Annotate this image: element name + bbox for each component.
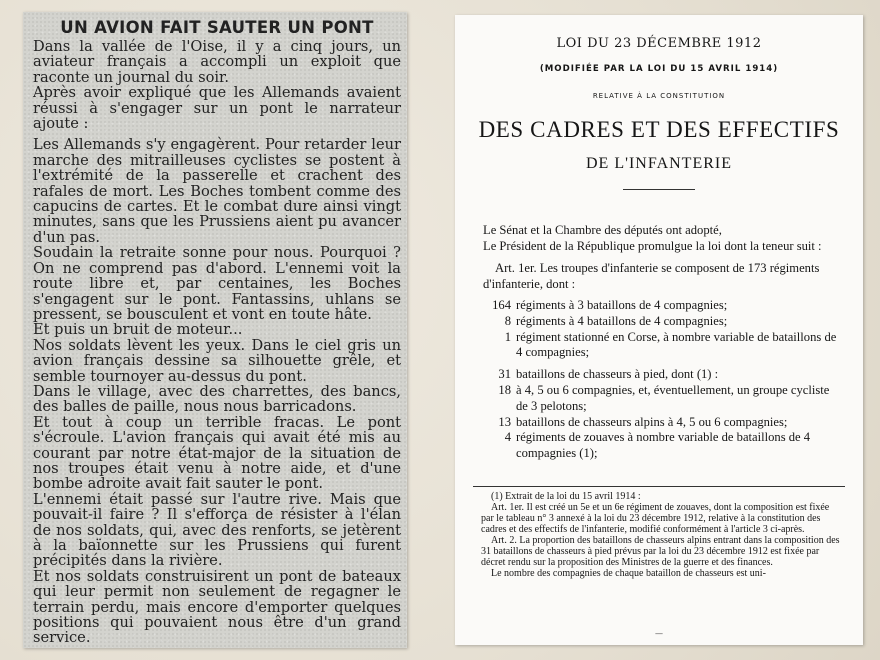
list-item (483, 330, 839, 362)
law-main-title: DES CADRES ET DES EFFECTIFS (478, 117, 840, 142)
list-item (483, 314, 839, 330)
list-item-number: 1 (504, 329, 511, 344)
title-divider (623, 189, 695, 190)
list-item-number: 18 (498, 382, 511, 397)
list-item-text: régiments à 4 bataillons de 4 compagnies; (516, 313, 728, 328)
footnote-divider (473, 486, 845, 487)
clipping-paragraph: Dans le village, avec des charrettes, des bancs, des balles de paille, nous nous barricadons. (33, 382, 401, 416)
law-footnotes (481, 491, 841, 579)
clipping-paragraph: Après avoir expliqué que les Allemands avaient réussi à s'engager sur un pont le narrateur ajoute : (33, 84, 401, 133)
article-1: Art. 1er. Les troupes d'infanterie se composent de 173 régiments d'infanterie, dont : (483, 261, 820, 291)
page-bottom-mark: — (655, 629, 663, 638)
law-subtitle: RELATIVE À LA CONSTITUTION (592, 92, 726, 100)
list-item-text: bataillons de chasseurs alpins à 4, 5 ou 6 compagnies; (516, 414, 788, 429)
list-item (483, 383, 839, 415)
list-item-text: régiment stationné en Corse, à nombre variable de bataillons de 4 compagnies; (516, 329, 837, 360)
law-main-subtitle: DE L'INFANTERIE (585, 155, 732, 172)
clipping-paragraph: L'ennemi était passé sur l'autre rive. Mais que pouvait-il faire ? Il s'efforça de résister à l'élan de nos soldats, qui, avec des renforts, se jetèrent à la baïonnette sur les Prussiens qui furent précipités dans la rivière. (33, 490, 401, 570)
footnote-line: Art. 1er. Il est créé un 5e et un 6e régiment de zouaves, dont la composition est fixée par le tableau n° 3 annexé à la loi du 23 décembre 1912, relative à la constitution des cadres et des effectifs de l'infanterie, modifié conformément à l'article 3 ci-après. (481, 502, 830, 535)
law-page (455, 15, 863, 645)
clipping-paragraph: Les Allemands s'y engagèrent. Pour retarder leur marche des mitrailleuses cyclistes se postent à l'extrémité de la passerelle et crachent des rafales de mort. Les Boches tombent comme des capucins de cartes. Et le combat dure ainsi vingt minutes, sans que les Prussiens aient pu avancer d'un pas. (33, 136, 401, 246)
list-item (483, 367, 839, 383)
footnote-line: Art. 2. La proportion des bataillons de chasseurs alpins entrant dans la composition des 31 bataillons de chasseurs à pied prévus par la loi du 23 décembre 1912 est fixée par décret rendu sur la proposition des Ministres de la guerre et des finances. (481, 535, 840, 568)
list-item-number: 4 (504, 430, 511, 445)
law-intro-adopted: Le Sénat et la Chambre des députés ont adopté, (483, 223, 722, 237)
list-item-number: 31 (498, 367, 511, 382)
list-item-number: 164 (492, 298, 511, 312)
clipping-paragraph: Dans la vallée de l'Oise, il y a cinq jours, un aviateur français a accompli un exploit que raconte un journal du soir. (33, 38, 401, 86)
clipping-paragraph: Et puis un bruit de moteur... (33, 321, 243, 339)
clipping-headline: UN AVION FAIT SAUTER UN PONT (60, 18, 374, 37)
list-item (483, 430, 839, 462)
law-intro-promulgation: Le Président de la République promulgue la loi dont la teneur suit : (483, 239, 822, 253)
list-item-number: 8 (504, 313, 511, 328)
list-item (483, 298, 839, 314)
newspaper-clipping (23, 12, 407, 648)
law-body (483, 222, 839, 462)
footnote-line: (1) Extrait de la loi du 15 avril 1914 : (491, 491, 641, 502)
list-item-text: régiments de zouaves à nombre variable de bataillons de 4 compagnies (1); (516, 430, 811, 461)
list-item (483, 415, 839, 431)
footnote-line: Le nombre des compagnies de chaque bataillon de chasseurs est uni- (491, 568, 766, 579)
clipping-paragraph: Nos soldats lèvent les yeux. Dans le ciel gris un avion français dessine sa silhouette grêle, et semble tournoyer au-dessus du pont. (33, 336, 401, 385)
clipping-paragraph: Et tout à coup un terrible fracas. Le pont s'écroule. L'avion français qui avait été mis au courant par notre état-major de la situation de nos troupes était venu à notre aide, et d'une bombe adroite avait fait sauter le pont. (33, 413, 401, 493)
list-item-number: 13 (498, 414, 511, 429)
law-amendment-note: (MODIFIÉE PAR LA LOI DU 15 AVRIL 1914) (539, 64, 779, 74)
list-item-text: bataillons de chasseurs à pied, dont (1) : (516, 367, 719, 382)
law-date-title: LOI DU 23 DÉCEMBRE 1912 (556, 36, 762, 51)
clipping-paragraph: Et nos soldats construisirent un pont de bateaux qui leur permit non seulement de regagner le terrain perdu, mais encore d'emporter quelques positions qui pouvaient nous être d'un grand service. (33, 567, 401, 647)
list-item-text: à 4, 5 ou 6 compagnies, et, éventuellement, un groupe cycliste de 3 pelotons; (516, 382, 830, 413)
clipping-paragraph: Soudain la retraite sonne pour nous. Pourquoi ? On ne comprend pas d'abord. L'ennemi voit la route libre et, par centaines, les Boches s'engagent sur le pont. Fantassins, uhlans se pressent, se bousculent et vont en toute hâte. (33, 244, 401, 323)
list-item-text: régiments à 3 bataillons de 4 compagnies; (516, 298, 728, 312)
